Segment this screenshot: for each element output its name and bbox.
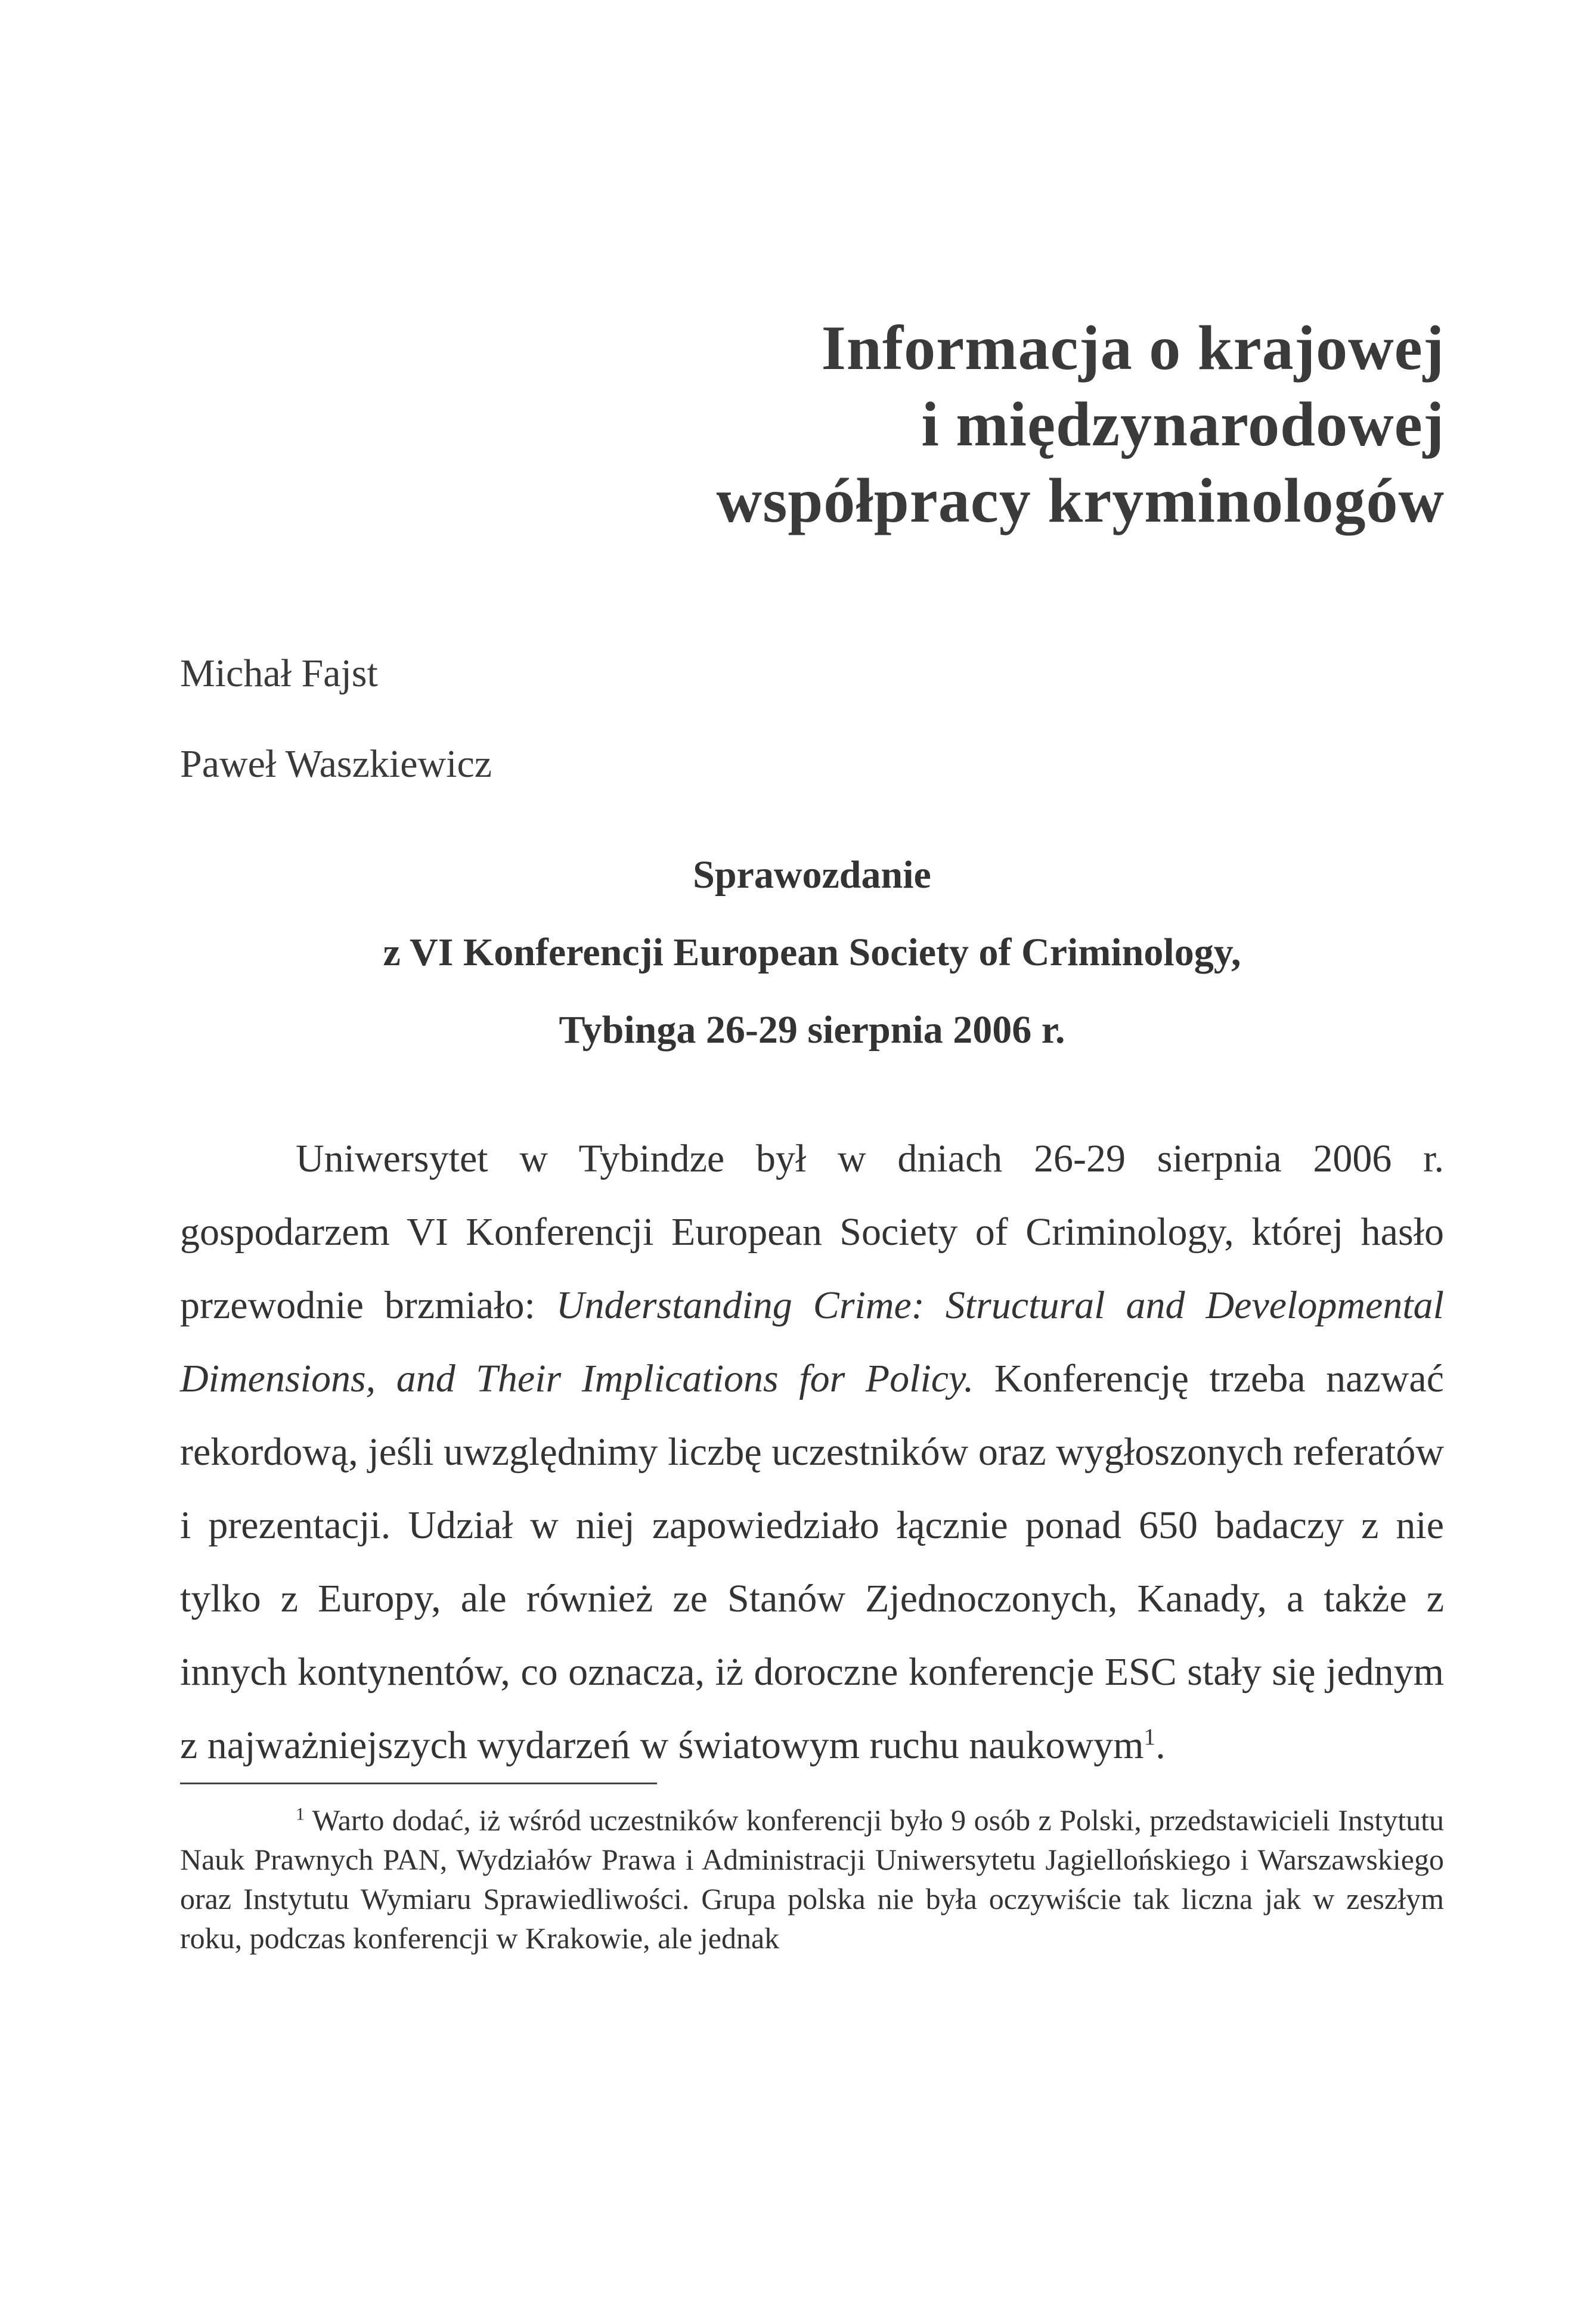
footnote-marker: 1 (296, 1804, 305, 1824)
body-text-part: Uniwersytet w Tybindze był w dniach 26-29 sierpnia 2006 r. gospodarzem VI Konferencji European Society of Criminology, której hasło przewodnie brzmiało: (180, 1137, 1444, 1327)
report-heading (180, 851, 1444, 1084)
section-title-line-2: i międzynarodowej (921, 389, 1445, 459)
author-name: Paweł Waszkiewicz (180, 742, 492, 786)
conference-motto: Understanding Crime: Structural and Developmental Dimensions, and Their Implications for Policy. (180, 1284, 1444, 1400)
author-list (180, 644, 492, 825)
report-heading-line-2: z VI Konferencji European Society of Criminology, (383, 931, 1241, 974)
section-title-line-1: Informacja o krajowej (821, 313, 1445, 383)
report-heading-line-3: Tybinga 26-29 sierpnia 2006 r. (559, 1008, 1065, 1052)
footnote (180, 1800, 1444, 1958)
footnote-divider (180, 1783, 657, 1784)
body-text-end: . (1155, 1724, 1166, 1767)
section-title-line-3: współpracy kryminologów (716, 466, 1445, 535)
body-text-part: Konferencję trzeba nazwać rekordową, jeśli uwzględnimy liczbę uczestników oraz wygłoszonych referatów i prezentacji. Udział w niej zapowiedziało łącznie ponad 650 badaczy z nie tylko z Europy, ale również ze Stanów Zjednoczonych, Kanady, a także z innych kontynentów, co oznacza, iż doroczne konferencje ESC stały się jednym z najważniejszych wydarzeń w światowym ruchu naukowym (180, 1357, 1445, 1767)
author-name: Michał Fajst (180, 652, 378, 695)
footnote-text: Warto dodać, iż wśród uczestników konferencji było 9 osób z Polski, przedstawicieli Instytutu Nauk Prawnych PAN, Wydziałów Prawa i Administracji Uniwersytetu Jagiellońskiego i Warszawskiego oraz Instytutu Wymiaru Sprawiedliwości. Grupa polska nie była oczywiście tak liczna jak w zeszłym roku, podczas konferencji w Krakowie, ale jednak (180, 1803, 1444, 1955)
footnote-reference[interactable]: 1 (1143, 1724, 1156, 1750)
report-heading-line-1: Sprawozdanie (693, 853, 931, 897)
body-paragraph (180, 1122, 1444, 1782)
section-title (371, 310, 1445, 539)
